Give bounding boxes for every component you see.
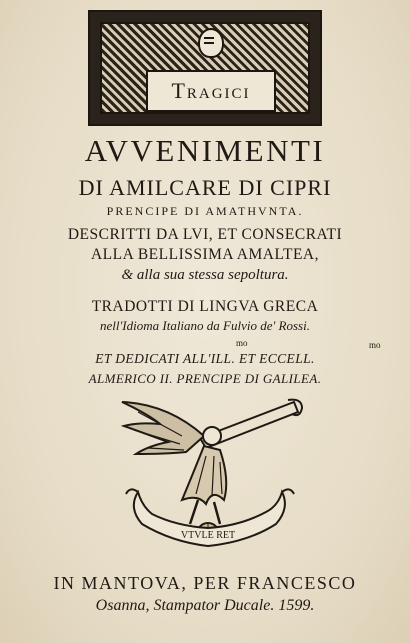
description-line-3: & alla sua stessa sepoltura. — [121, 267, 289, 283]
title-plate-text: Tragici — [171, 78, 251, 103]
subtitle-line: PRENCIPE DI AMATHVNTA. — [106, 204, 304, 218]
angel-trumpet-emblem-icon — [108, 396, 304, 568]
imprint-line-1: IN MANTOVA, PER FRANCESCO — [53, 573, 357, 593]
main-title: AVVENIMENTI — [84, 133, 326, 168]
dedication-line-1: ET DEDICATI ALL'ILL. ET ECCELL. — [95, 351, 315, 366]
superscript-mo-2: mo — [369, 340, 381, 350]
translation-line-2: nell'Idioma Italiano da Fulvio de' Rossi. — [100, 318, 310, 333]
title-plate — [146, 70, 276, 112]
ornamental-frame — [88, 10, 322, 126]
emblem-motto: VTVLE RET — [180, 530, 236, 541]
mask-ornament-icon — [198, 28, 224, 58]
frame-ornament — [100, 22, 310, 114]
author-line: DI AMILCARE DI CIPRI — [78, 175, 332, 200]
imprint-line-2: Osanna, Stampator Ducale. 1599. — [95, 597, 315, 614]
description-line-1: DESCRITTI DA LVI, ET CONSECRATI — [67, 226, 343, 243]
description-line-2: ALLA BELLISSIMA AMALTEA, — [90, 246, 319, 263]
translation-line-1: TRADOTTI DI LINGVA GRECA — [91, 298, 319, 315]
dedication-line-2: ALMERICO II. PRENCIPE DI GALILEA. — [88, 371, 322, 386]
superscript-mo-1: mo — [236, 338, 248, 348]
